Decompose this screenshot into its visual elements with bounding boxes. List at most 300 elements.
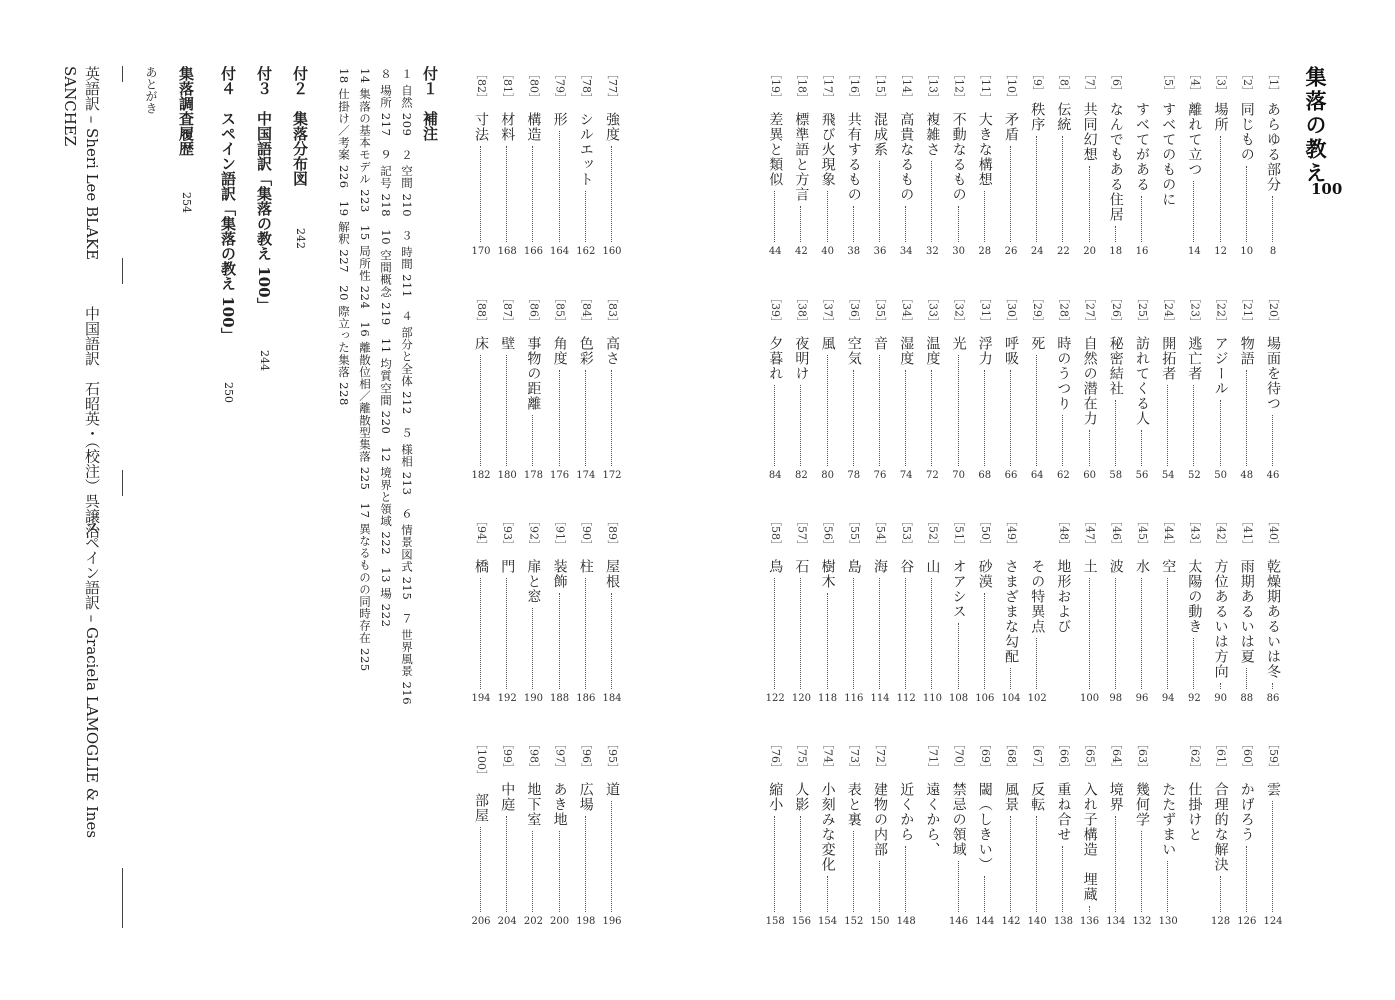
toc-entry-page: 186 [576, 693, 596, 704]
toc-entry-page: 136 [1080, 916, 1100, 927]
toc-entry-page: 92 [1188, 693, 1201, 704]
toc-entry-number: ［74］ [821, 738, 835, 774]
appendix4-page: 250 [222, 382, 235, 403]
toc-leader-dots [1010, 816, 1011, 912]
toc-entry-title: さまざまな勾配 [1003, 559, 1019, 664]
toc-entry-page: 42 [795, 246, 808, 257]
toc-entry-number: ［76］ [769, 738, 783, 774]
toc-entry [949, 68, 969, 260]
toc-entry-page: 68 [978, 470, 992, 481]
toc-entry-title: 形 [551, 112, 568, 127]
toc-entry [1027, 738, 1047, 930]
toc-leader-dots [611, 370, 612, 466]
toc-entry-number: ［83］ [606, 292, 619, 328]
toc-entry-title: 混成系 [872, 112, 888, 157]
toc-leader-dots [1141, 578, 1142, 689]
toc-leader-dots [1220, 876, 1221, 912]
toc-entry [1001, 515, 1021, 707]
toc-entry-title: 強度 [604, 112, 620, 142]
toc-leader-dots [480, 146, 481, 242]
toc-entry [1001, 292, 1021, 484]
toc-entry-number: ［3］ [1214, 68, 1228, 97]
toc-entry-title: 温度 [924, 336, 941, 366]
toc-entry [818, 68, 838, 260]
toc-entry-title: 鳥 [767, 559, 784, 574]
toc-leader-dots [958, 861, 959, 912]
toc-leader-dots [559, 370, 560, 466]
toc-entry-title: 谷 [898, 559, 915, 574]
toc-entry-number: ［35］ [874, 292, 887, 328]
toc-leader-dots [585, 816, 586, 912]
toc-leader-dots [905, 206, 906, 242]
toc-entry-page: 152 [844, 916, 864, 927]
toc-leader-dots [532, 415, 533, 466]
toc-entry-page: 180 [497, 470, 517, 481]
appendix2-page: 242 [294, 228, 307, 249]
survey-history-heading: 集落調査履歴 [177, 66, 195, 156]
toc-entry-number: ［91］ [553, 515, 567, 551]
toc-entry-title: 太陽の動き [1186, 559, 1203, 634]
toc-entry [870, 515, 890, 707]
toc-leader-dots [827, 191, 828, 242]
toc-entry-number: ［12］ [952, 68, 966, 104]
toc-entry-title: 表と裏 [845, 782, 862, 827]
toc-entry-title: シルエット [577, 112, 594, 187]
toc-entry-page: 154 [818, 916, 838, 927]
appendix1-notes-line1: １ 自然 209 ２ 空間 210 ３ 時間 211 ４ 部分と全体 212 ５ 様相 213 ６ 情景図式 215 ７ 世界風景 216 [400, 68, 414, 706]
toc-leader-dots [1062, 415, 1063, 466]
toc-leader-dots [1272, 683, 1273, 689]
toc-entry [870, 68, 890, 260]
toc-entry-page: 70 [952, 470, 965, 481]
toc-entry-number: ［10］ [1005, 68, 1018, 104]
toc-entry-title: 矛盾 [1003, 112, 1019, 142]
toc-leader-dots [1193, 638, 1194, 689]
toc-leader-dots [1089, 166, 1090, 243]
toc-entry [1134, 68, 1178, 260]
toc-entry-page: 40 [821, 246, 834, 257]
toc-entry-page: 12 [1214, 246, 1227, 257]
toc-entry-title: 物語 [1238, 336, 1255, 366]
toc-entry-number: ［67］ [1031, 738, 1045, 774]
toc-entry-number: ［95］ [606, 738, 619, 774]
toc-entry-number: ［7］ [1083, 68, 1097, 97]
toc-entry-page: 110 [922, 693, 942, 704]
toc-entry-number: ［40］ [1267, 515, 1280, 551]
toc-entry-page: 156 [791, 916, 811, 927]
toc-leader-dots [1272, 415, 1273, 466]
toc-entry-title: 場所 [1212, 101, 1229, 132]
toc-entry [1132, 515, 1152, 707]
toc-leader-dots [1193, 181, 1194, 243]
toc-entry-title: 自然の潜在力 [1081, 336, 1098, 426]
toc-entry-number: ［56］ [821, 515, 835, 551]
toc-leader-dots [1246, 166, 1247, 243]
toc-leader-dots [585, 578, 586, 689]
toc-entry-number: ［28］ [1057, 292, 1071, 328]
toc-entry-title: 飛び火現象 [819, 112, 836, 187]
toc-leader-dots [1036, 355, 1037, 466]
toc-entry-number: ［90］ [579, 515, 593, 551]
toc-entry-title: 死 [1029, 336, 1046, 351]
toc-entry-page: 78 [847, 470, 861, 481]
toc-leader-dots [1010, 668, 1011, 689]
toc-entry-title: 光 [950, 336, 967, 351]
toc-entry-title: 橋 [473, 559, 489, 574]
toc-entry-page: 184 [602, 693, 622, 704]
credit-chinese: 中国語訳 石昭英・（校注）呉譲治 [83, 306, 101, 539]
appendix1-heading: 付１ 補注 [421, 66, 439, 141]
toc-entry-number: ［9］ [1031, 68, 1045, 97]
toc-leader-dots [984, 876, 985, 912]
toc-entry [1053, 68, 1073, 260]
toc-leader-dots [800, 206, 801, 242]
toc-entry-title: 訪れてくる人 [1134, 336, 1150, 426]
toc-leader-dots [905, 578, 906, 689]
toc-entry [791, 292, 811, 484]
toc-entry-page: 206 [471, 916, 491, 927]
toc-leader-dots [1089, 578, 1090, 689]
toc-entry [1263, 515, 1283, 707]
toc-leader-dots [984, 191, 985, 242]
toc-entry [1106, 515, 1126, 707]
toc-leader-dots [506, 816, 507, 912]
toc-entry-number: ［93］ [501, 515, 515, 551]
toc-entry-title-line2: たたずまい [1160, 782, 1177, 857]
toc-entry [1027, 292, 1047, 484]
toc-entry-page: 108 [949, 693, 969, 704]
toc-leader-dots [879, 861, 880, 912]
toc-leader-dots [1220, 400, 1221, 466]
toc-entry-number: ［48］ [1057, 515, 1071, 551]
toc-entry-title: 方位あるいは方向 [1212, 559, 1229, 679]
toc-entry-number: ［77］ [606, 68, 619, 104]
toc-entry-title: 場面を待つ [1265, 336, 1281, 411]
toc-entry-number: ［14］ [900, 68, 914, 104]
toc-entry-title: 中庭 [499, 782, 516, 812]
toc-leader-dots [506, 355, 507, 466]
credit-english: 英語訳 – Sheri Lee BLAKE [83, 66, 101, 261]
toc-entry-page: 100 [1080, 693, 1100, 704]
toc-entry [523, 292, 543, 484]
toc-entry-number: ［100］ [475, 738, 488, 781]
toc-entry [896, 738, 942, 930]
toc-entry-title: アジール [1212, 336, 1229, 396]
toc-entry-title: 床 [473, 336, 489, 351]
toc-entry-page: 102 [1027, 693, 1047, 704]
toc-entry-number: ［94］ [475, 515, 488, 551]
toc-entry-number: ［78］ [579, 68, 593, 104]
toc-entry-title: すべてのものに [1160, 101, 1177, 207]
toc-entry-title: 湿度 [898, 336, 915, 366]
toc-leader-dots [1089, 906, 1090, 912]
toc-entry-number: ［53］ [900, 515, 914, 551]
toc-leader-dots [853, 370, 854, 466]
toc-entry-page: 18 [1109, 246, 1123, 257]
toc-entry-page: 146 [949, 916, 969, 927]
toc-entry-page: 74 [899, 470, 913, 481]
toc-entry-number: ［73］ [847, 738, 861, 774]
appendix1-notes-line4: 18 仕掛け／考案 226 19 解釈 227 20 際立った集落 228 [337, 68, 351, 406]
toc-entry-page: 104 [1001, 693, 1021, 704]
toc-leader-dots [1167, 578, 1168, 689]
toc-entry-title: 高さ [604, 336, 620, 366]
toc-entry [1027, 68, 1047, 260]
survey-history-page: 254 [180, 192, 193, 213]
toc-entry-number: ［44］ [1162, 515, 1176, 551]
toc-entry-title: 土 [1081, 559, 1098, 574]
toc-entry-number: ［38］ [795, 292, 809, 328]
toc-entry-page: 168 [497, 246, 517, 257]
toc-entry [1158, 292, 1178, 484]
toc-entry-number: ［8］ [1057, 68, 1071, 97]
toc-entry [844, 738, 864, 930]
toc-entry-title: 雨期あるいは夏 [1238, 559, 1255, 664]
toc-leader-dots [559, 593, 560, 689]
toc-entry-title: 共同幻想 [1081, 101, 1098, 162]
toc-entry-page: 132 [1132, 916, 1152, 927]
appendix3-page: 244 [258, 350, 271, 371]
toc-entry-title: 縮小 [767, 782, 784, 812]
toc-leader-dots [879, 355, 880, 466]
toc-leader-dots [1036, 638, 1037, 689]
toc-entry-number: ［34］ [900, 292, 914, 328]
credit-spanish: スペイン語訳 – Graciela LAMOGLIE & Ines [83, 520, 101, 839]
toc-entry-title: 浮力 [976, 336, 993, 366]
toc-entry-page: 112 [896, 693, 916, 704]
toc-leader-dots [506, 146, 507, 242]
toc-entry-page: 98 [1109, 693, 1123, 704]
toc-leader-dots [879, 578, 880, 689]
toc-entry-number: ［15］ [874, 68, 887, 104]
toc-leader-dots [611, 146, 612, 242]
toc-entry-page: 198 [576, 916, 596, 927]
toc-entry-title: 合理的な解決 [1212, 782, 1229, 872]
toc-entry-number: ［36］ [847, 292, 861, 328]
toc-entry-number: ［1］ [1267, 68, 1280, 97]
toc-entry-title: 共有するもの [845, 112, 862, 202]
toc-entry [602, 738, 622, 930]
toc-entry-page: 142 [1001, 916, 1021, 927]
toc-leader-dots [559, 131, 560, 242]
toc-leader-dots [480, 355, 481, 466]
toc-entry-number: ［86］ [527, 292, 541, 328]
toc-leader-dots [774, 191, 775, 242]
toc-entry-title: 不動なるもの [950, 112, 967, 202]
toc-entry-number: ［49］ [1005, 515, 1018, 551]
toc-entry [1080, 292, 1100, 484]
toc-entry-title: あらゆる部分 [1265, 101, 1281, 192]
toc-entry-title: 風 [819, 336, 836, 351]
toc-entry-page: 58 [1109, 470, 1123, 481]
toc-entry [818, 292, 838, 484]
toc-entry-page: 194 [471, 693, 491, 704]
toc-entry-page: 26 [1004, 246, 1018, 257]
toc-leader-dots [1115, 578, 1116, 689]
toc-entry [602, 68, 622, 260]
toc-entry [1158, 738, 1204, 930]
toc-entry-page: 76 [873, 470, 887, 481]
toc-entry-number: ［29］ [1031, 292, 1045, 328]
toc-entry-page: 202 [523, 916, 543, 927]
toc-entry-number: ［37］ [821, 292, 835, 328]
toc-entry-title: 樹木 [819, 559, 836, 589]
toc-leader-dots [1115, 226, 1116, 243]
appendix2-heading: 付２ 集落分布図 [291, 66, 309, 186]
toc-leader-dots [1246, 846, 1247, 912]
toc-entry [791, 515, 811, 707]
toc-leader-dots [931, 578, 932, 689]
toc-leader-dots [532, 608, 533, 689]
toc-leader-dots [931, 370, 932, 466]
toc-entry-page: 28 [978, 246, 992, 257]
toc-entry [1053, 738, 1073, 930]
toc-entry-title-line2: その特異点 [1029, 559, 1046, 634]
toc-entry-number: ［99］ [501, 738, 515, 774]
toc-entry [975, 68, 995, 260]
toc-entry-title: 柱 [577, 559, 594, 574]
toc-entry-title: 地形および [1055, 559, 1072, 634]
toc-entry [1184, 68, 1204, 260]
toc-entry-number: ［57］ [795, 515, 809, 551]
toc-entry-title: 事物の距離 [525, 336, 542, 411]
toc-leader-dots [1272, 196, 1273, 243]
toc-entry-page: 30 [952, 246, 965, 257]
toc-entry [550, 515, 570, 707]
toc-entry-page: 116 [844, 693, 864, 704]
toc-entry [1263, 292, 1283, 484]
toc-entry-number: ［21］ [1240, 292, 1254, 328]
toc-entry-title: 門 [499, 559, 516, 574]
toc-entry-page: 148 [896, 916, 916, 927]
toc-entry-title: 遠くから、 [924, 782, 941, 857]
toc-entry-number: ［64］ [1109, 738, 1123, 774]
toc-entry-title: 山 [924, 559, 941, 574]
toc-entry-title: 部屋 [473, 792, 489, 823]
toc-entry [1106, 292, 1126, 484]
toc-leader-dots [1010, 370, 1011, 466]
toc-entry-page: 54 [1161, 470, 1175, 481]
toc-entry-number: ［6］ [1109, 68, 1123, 97]
toc-leader-dots [879, 161, 880, 242]
toc-entry-number: ［97］ [553, 738, 567, 774]
toc-entry [550, 68, 570, 260]
toc-entry [949, 515, 969, 707]
toc-entry [1080, 515, 1100, 707]
toc-leader-dots [853, 206, 854, 242]
toc-entry [602, 292, 622, 484]
toc-entry-number: ［50］ [978, 515, 992, 551]
credit-english-line2: SANCHEZ [61, 66, 79, 147]
toc-entry-number: ［61］ [1214, 738, 1228, 774]
toc-entry-page: 80 [821, 470, 834, 481]
toc-entry-page: 122 [765, 693, 785, 704]
toc-entry-page: 182 [471, 470, 491, 481]
toc-entry-number: ［79］ [553, 68, 567, 104]
toc-entry-title: あき地 [551, 782, 568, 827]
toc-entry-number: ［5］ [1162, 68, 1176, 97]
toc-entry-page: 162 [576, 246, 596, 257]
toc-leader-dots [853, 831, 854, 912]
toc-leader-dots [585, 370, 586, 466]
toc-entry-title: 呼吸 [1003, 336, 1019, 366]
toc-entry [1211, 515, 1231, 707]
toc-entry-number: ［42］ [1214, 515, 1228, 551]
toc-entry [922, 292, 942, 484]
toc-title-number: 100 [1311, 180, 1343, 198]
toc-entry-title: 同じもの [1238, 101, 1255, 162]
toc-entry-page: 118 [818, 693, 838, 704]
toc-entry-title: 水 [1134, 559, 1150, 574]
toc-leader-dots [853, 578, 854, 689]
toc-leader-dots [1193, 385, 1194, 466]
toc-entry-number: ［43］ [1188, 515, 1202, 551]
toc-entry-number: ［24］ [1162, 292, 1176, 328]
toc-entry-number: ［25］ [1136, 292, 1149, 328]
toc-entry-title: 構造 [525, 112, 542, 142]
toc-entry [471, 515, 491, 707]
toc-entry-title: 装飾 [551, 559, 568, 589]
toc-entry [896, 292, 916, 484]
toc-entry-title: 人影 [793, 782, 810, 812]
toc-entry-title: 寸法 [473, 112, 489, 142]
toc-leader-dots [827, 876, 828, 912]
toc-entry-number: ［2］ [1240, 68, 1254, 97]
toc-entry-title: 波 [1107, 559, 1124, 574]
toc-entry-page: 200 [550, 916, 570, 927]
toc-entry [975, 292, 995, 484]
toc-entry-page: 150 [870, 916, 890, 927]
toc-leader-dots [827, 355, 828, 466]
toc-entry-number: ［54］ [874, 515, 887, 551]
toc-entry [1132, 292, 1152, 484]
toc-entry-page: 114 [870, 693, 890, 704]
toc-entry-page: 164 [550, 246, 570, 257]
toc-entry-title: 色彩 [577, 336, 594, 366]
toc-entry-number: ［98］ [527, 738, 541, 774]
appendix1-notes-line2: ８ 場所 217 ９ 記号 218 10 空間概念 219 11 均質空間 220 12 境界と領域 222 13 場 222 [379, 68, 393, 628]
toc-entry-title: 禁忌の領域 [950, 782, 967, 857]
toc-entry-page: 84 [768, 470, 782, 481]
toc-entry-page: 128 [1211, 916, 1231, 927]
toc-leader-dots [905, 370, 906, 466]
toc-entry-title: オアシス [950, 559, 967, 619]
toc-entry-number: ［70］ [952, 738, 966, 774]
toc-entry [523, 68, 543, 260]
toc-entry-number: ［33］ [926, 292, 940, 328]
toc-entry [844, 68, 864, 260]
toc-entry-page: 158 [765, 916, 785, 927]
toc-entry-title: 風景 [1003, 782, 1019, 812]
toc-entry [1132, 738, 1152, 930]
appendix4-heading: 付４ スペイン語訳「集落の教え 100」 [219, 66, 237, 343]
toc-entry-number: ［4］ [1188, 68, 1202, 97]
toc-entry [1263, 68, 1283, 260]
toc-entry-number: ［16］ [847, 68, 861, 104]
toc-entry-page: 66 [1004, 470, 1018, 481]
toc-entry [576, 68, 596, 260]
credit-rule-2 [122, 258, 123, 284]
toc-entry-number: ［27］ [1083, 292, 1097, 328]
toc-entry-page: 172 [602, 470, 622, 481]
toc-entry-page: 138 [1053, 916, 1073, 927]
toc-entry-title: 空気 [845, 336, 862, 366]
toc-entry-page: 134 [1106, 916, 1126, 927]
toc-entry-number: ［68］ [1005, 738, 1018, 774]
toc-entry [791, 68, 811, 260]
toc-entry-title: 空 [1160, 559, 1177, 574]
toc-leader-dots [611, 801, 612, 912]
